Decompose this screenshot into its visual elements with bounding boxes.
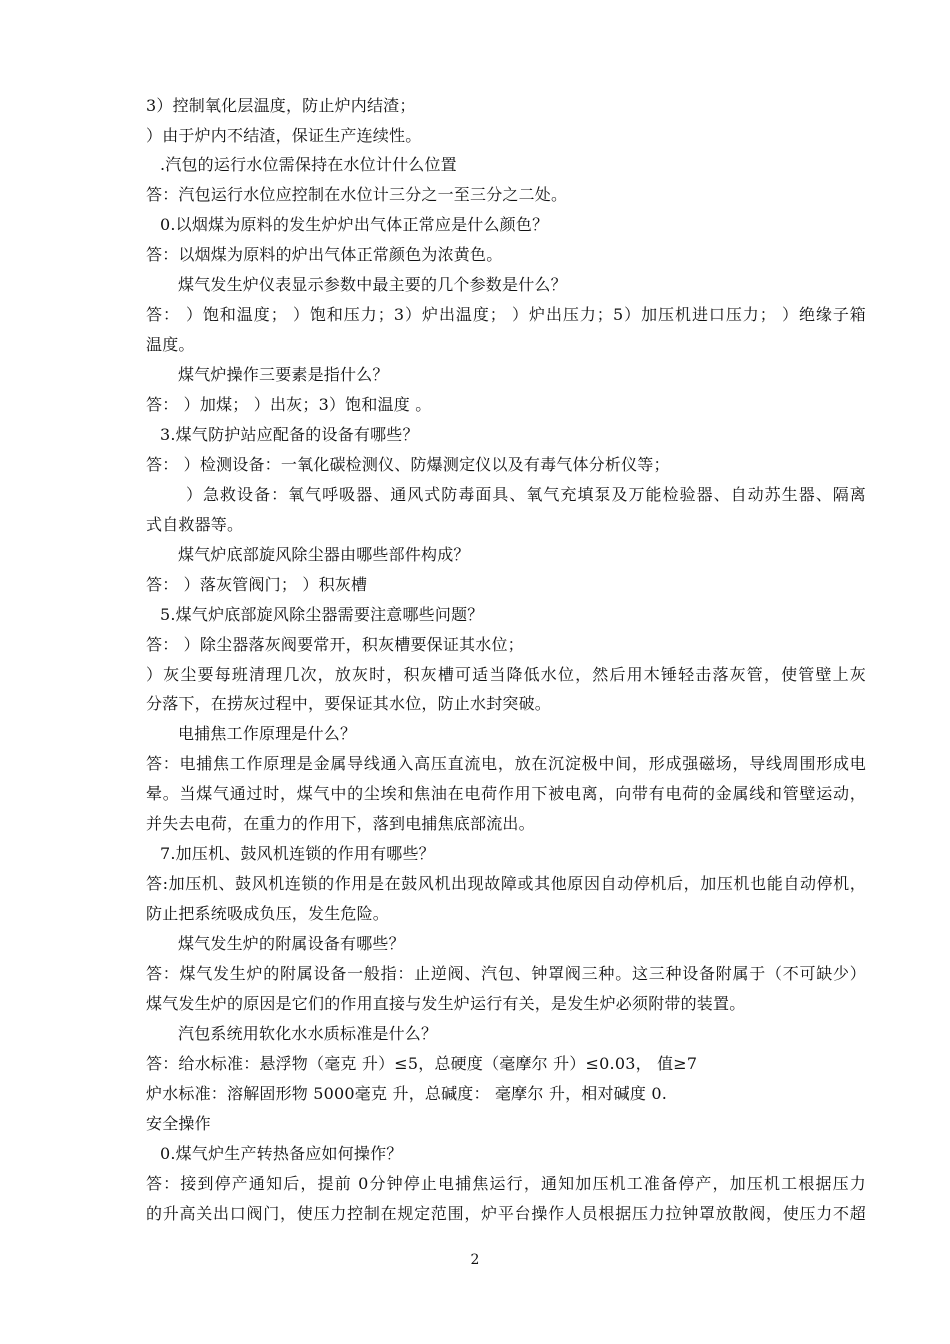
question-line: 煤气炉底部旋风除尘器由哪些部件构成？ [178, 545, 470, 564]
question-line: 煤气发生炉仪表显示参数中最主要的几个参数是什么？ [178, 275, 567, 294]
text-line: 的升高关出口阀门，使压力控制在规定范围，炉平台操作人员根据压力拉钟罩放散阀，使压力不超 [146, 1204, 866, 1223]
question-line: 7.加压机、鼓风机连锁的作用有哪些？ [160, 844, 435, 863]
question-line: 5.煤气炉底部旋风除尘器需要注意哪些问题？ [160, 605, 484, 624]
answer-line: 答： ）加煤； ）出灰；3）饱和温度 。 [146, 395, 432, 414]
answer-line: 答：接到停产通知后，提前 0分钟停止电捕焦运行，通知加压机工准备停产，加压机工根据压力 [146, 1174, 866, 1193]
text-line: 煤气发生炉的原因是它们的作用直接与发生炉运行有关，是发生炉必须附带的装置。 [146, 994, 746, 1013]
text-line: 温度。 [146, 335, 195, 354]
question-line: 0.煤气炉生产转热备应如何操作？ [160, 1144, 403, 1163]
question-line: 煤气发生炉的附属设备有哪些？ [178, 934, 405, 953]
question-line: 电捕焦工作原理是什么？ [178, 724, 357, 743]
question-line: 汽包系统用软化水水质标准是什么？ [178, 1024, 438, 1043]
answer-line: 答： ）饱和温度； ）饱和压力；3）炉出温度； ）炉出压力；5）加压机进口压力； ）绝缘子箱 [146, 305, 866, 324]
question-line: 3.煤气防护站应配备的设备有哪些？ [160, 425, 419, 444]
answer-line: 答： ）除尘器落灰阀要常开，积灰槽要保证其水位； [146, 635, 524, 654]
text-line: 3）控制氧化层温度，防止炉内结渣； [146, 96, 416, 115]
text-line: 炉水标准：溶解固形物 5000毫克 升，总碱度： 毫摩尔 升，相对碱度 0. [146, 1084, 668, 1103]
text-line: ）灰尘要每班清理几次，放灰时，积灰槽可适当降低水位，然后用木锤轻击落灰管，使管壁上灰 [146, 665, 866, 684]
answer-line: 答： ）落灰管阀门； ）积灰槽 [146, 575, 368, 594]
text-line: 式自救器等。 [146, 515, 244, 534]
text-line: 并失去电荷，在重力的作用下，落到电捕焦底部流出。 [146, 814, 535, 833]
section-heading: 安全操作 [146, 1114, 211, 1133]
text-line: 分落下，在捞灰过程中，要保证其水位，防止水封突破。 [146, 694, 552, 713]
text-line: 防止把系统吸成负压，发生危险。 [146, 904, 390, 923]
answer-line: 答：给水标准：悬浮物（毫克 升）≤5，总硬度（毫摩尔 升）≤0.03， 值≥7 [146, 1054, 698, 1073]
text-line: ）急救设备：氧气呼吸器、通风式防毒面具、氧气充填泵及万能检验器、自动苏生器、隔离 [186, 485, 866, 504]
answer-line: 答：以烟煤为原料的炉出气体正常颜色为浓黄色。 [146, 245, 503, 264]
question-line: 0.以烟煤为原料的发生炉炉出气体正常应是什么颜色？ [160, 215, 549, 234]
answer-line: 答：电捕焦工作原理是金属导线通入高压直流电，放在沉淀极中间，形成强磁场，导线周围形成电 [146, 754, 866, 773]
text-line: ）由于炉内不结渣，保证生产连续性。 [146, 126, 422, 145]
answer-line: 答:加压机、鼓风机连锁的作用是在鼓风机出现故障或其他原因自动停机后，加压机也能自动停机， [146, 874, 866, 893]
answer-line: 答：煤气发生炉的附属设备一般指：止逆阀、汽包、钟罩阀三种。这三种设备附属于（不可缺少） [146, 964, 866, 983]
answer-line: 答： ）检测设备：一氧化碳检测仪、防爆测定仪以及有毒气体分析仪等； [146, 455, 670, 474]
answer-line: 答：汽包运行水位应控制在水位计三分之一至三分之二处。 [146, 185, 568, 204]
question-line: .汽包的运行水位需保持在水位计什么位置 [160, 155, 457, 174]
question-line: 煤气炉操作三要素是指什么？ [178, 365, 389, 384]
page-number: 2 [470, 1252, 480, 1268]
text-line: 晕。当煤气通过时，煤气中的尘埃和焦油在电荷作用下被电离，向带有电荷的金属线和管壁运动， [146, 784, 866, 803]
